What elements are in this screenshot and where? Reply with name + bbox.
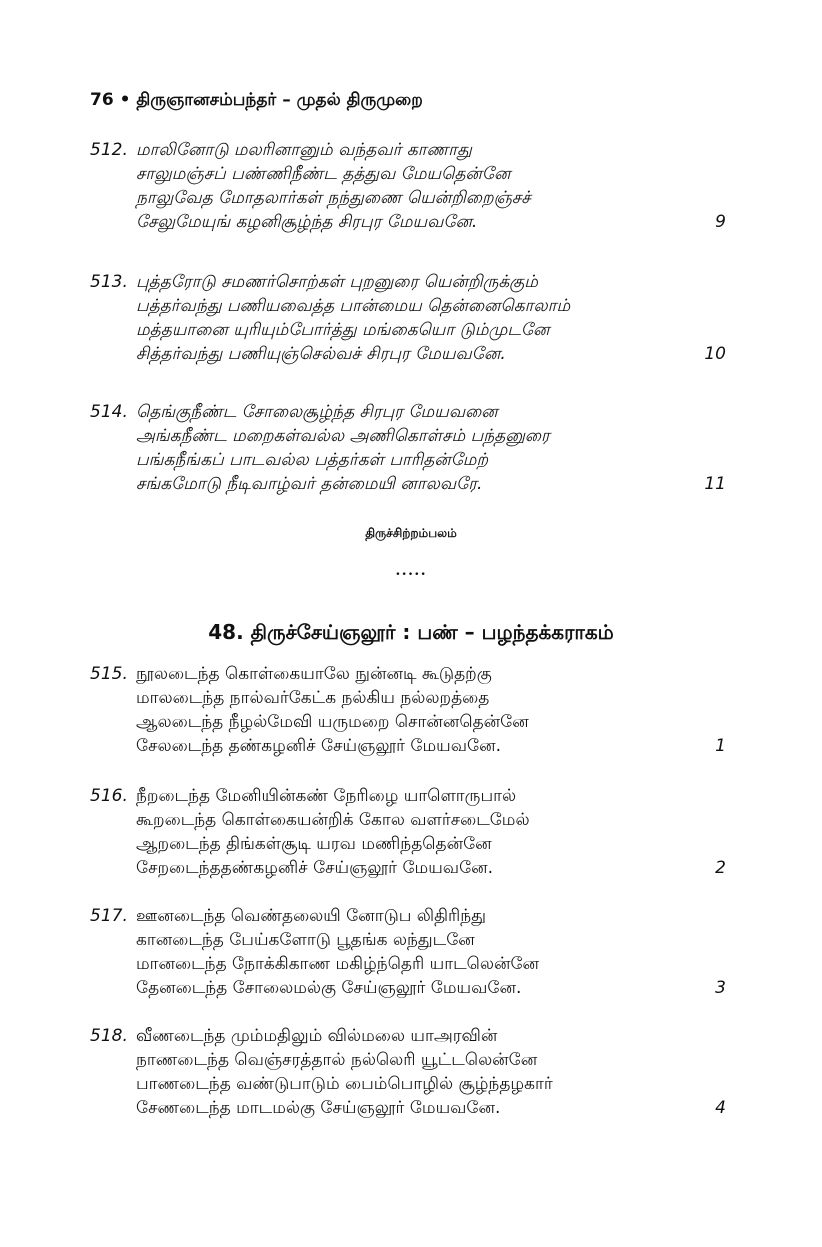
verse-number: 518. <box>90 1026 128 1046</box>
line-text: தேனடைந்த சோலைமல்கு சேய்ஞலூர் மேயவனே. <box>136 978 522 998</box>
verse-line <box>90 808 740 832</box>
verse-line <box>90 318 740 342</box>
verse-516 <box>90 784 740 880</box>
verse-514 <box>90 400 740 496</box>
verse-line <box>90 472 740 496</box>
section-heading: 48. திருச்சேய்ஞலூர் : பண் – பழந்தக்கராகம் <box>208 620 614 644</box>
stanza-number: 2 <box>715 858 726 878</box>
verse-line <box>90 952 740 976</box>
line-text: ஊனடைந்த வெண்தலையி னோடுப லிதிரிந்து <box>136 906 486 926</box>
verse-line <box>90 832 740 856</box>
line-text: ஆறடைந்த திங்கள்சூடி யரவ மணிந்ததென்னே <box>136 834 492 854</box>
line-text: சாலுமஞ்சப் பண்ணிநீண்ட தத்துவ மேயதென்னே <box>136 164 511 184</box>
stanza-number: 1 <box>715 736 726 756</box>
line-text: மாலினோடு மலரினானும் வந்தவர் காணாது <box>136 140 472 160</box>
verse-517 <box>90 904 740 1000</box>
verse-line <box>90 1048 740 1072</box>
verse-512 <box>90 138 740 234</box>
verse-line <box>90 424 740 448</box>
line-text: சேறடைந்ததண்கழனிச் சேய்ஞலூர் மேயவனே. <box>136 858 494 878</box>
verse-line <box>90 662 740 686</box>
verse-line <box>90 686 740 710</box>
line-text: நூலடைந்த கொள்கையாலே நுன்னடி கூடுதற்கு <box>136 664 492 684</box>
line-text: பங்கநீங்கப் பாடவல்ல பத்தர்கள் பாரிதன்மேற் <box>136 450 489 470</box>
verse-number: 517. <box>90 906 128 926</box>
verse-line <box>90 342 740 366</box>
line-text: நீறடைந்த மேனியின்கண் நேரிழை யாளொருபால் <box>136 786 517 806</box>
line-text: சங்கமோடு நீடிவாழ்வர் தன்மையி னாலவரே. <box>136 474 483 494</box>
stanza-number: 11 <box>704 474 726 494</box>
verse-line <box>90 928 740 952</box>
verse-518 <box>90 1024 740 1120</box>
verse-number: 512. <box>90 140 128 160</box>
line-text: சேலுமேயுங் கழனிசூழ்ந்த சிரபுர மேயவனே. <box>136 212 478 232</box>
line-text: கூறடைந்த கொள்கையன்றிக் கோல வளர்சடைமேல் <box>136 810 530 830</box>
line-text: மத்தயானை யுரியும்போர்த்து மங்கையொ டும்முடனே <box>136 320 550 340</box>
verse-number: 515. <box>90 664 128 684</box>
line-text: கானடைந்த பேய்களோடு பூதங்க லந்துடனே <box>136 930 475 950</box>
stanza-number: 9 <box>715 212 726 232</box>
verse-line <box>90 1072 740 1096</box>
line-text: சேணடைந்த மாடமல்கு சேய்ஞலூர் மேயவனே. <box>136 1098 501 1118</box>
verse-line <box>90 856 740 880</box>
verse-line <box>90 186 740 210</box>
stanza-number: 4 <box>715 1098 726 1118</box>
verse-line <box>90 1024 740 1048</box>
verse-line <box>90 710 740 734</box>
line-text: மானடைந்த நோக்கிகாண மகிழ்ந்தெரி யாடலென்னே <box>136 954 540 974</box>
running-head: 76 • திருஞானசம்பந்தர் – முதல் திருமுறை <box>90 90 423 110</box>
verse-line <box>90 138 740 162</box>
verse-number: 516. <box>90 786 128 806</box>
line-text: வீணடைந்த மும்மதிலும் வில்மலை யாஅரவின் <box>136 1026 498 1046</box>
stanza-number: 3 <box>715 978 726 998</box>
line-text: புத்தரோடு சமணர்சொற்கள் புறனுரை யென்றிருக்கும் <box>136 272 538 292</box>
line-text: மாலடைந்த நால்வர்கேட்க நல்கிய நல்லறத்தை <box>136 688 490 708</box>
verse-line <box>90 400 740 424</box>
line-text: ஆலடைந்த நீழல்மேவி யருமறை சொன்னதென்னே <box>136 712 529 732</box>
verse-line <box>90 210 740 234</box>
verse-line <box>90 294 740 318</box>
verse-line <box>90 1096 740 1120</box>
stanza-number: 10 <box>704 344 726 364</box>
verse-line <box>90 976 740 1000</box>
verse-line <box>90 734 740 758</box>
line-text: சேலடைந்த தண்கழனிச் சேய்ஞலூர் மேயவனே. <box>136 736 501 756</box>
verse-line <box>90 784 740 808</box>
line-text: சித்தர்வந்து பணியுஞ்செல்வச் சிரபுர மேயவனே. <box>136 344 506 364</box>
verse-line <box>90 270 740 294</box>
verse-513 <box>90 270 740 366</box>
line-text: தெங்குநீண்ட சோலைசூழ்ந்த சிரபுர மேயவனை <box>136 402 498 422</box>
verse-number: 513. <box>90 272 128 292</box>
verse-line <box>90 162 740 186</box>
verse-number: 514. <box>90 402 128 422</box>
line-text: நாணடைந்த வெஞ்சரத்தால் நல்லெரி யூட்டலென்னே <box>136 1050 538 1070</box>
separator-stars: ••••• <box>395 570 427 580</box>
colophon: திருச்சிற்றம்பலம் <box>365 526 457 540</box>
verse-line <box>90 448 740 472</box>
line-text: அங்கநீண்ட மறைகள்வல்ல அணிகொள்சம் பந்தனுரை <box>136 426 550 446</box>
line-text: பத்தர்வந்து பணியவைத்த பான்மைய தென்னைகொலாம் <box>136 296 571 316</box>
verse-515 <box>90 662 740 758</box>
line-text: நாலுவேத மோதலார்கள் நந்துணை யென்றிறைஞ்சச் <box>136 188 531 208</box>
line-text: பாணடைந்த வண்டுபாடும் பைம்பொழில் சூழ்ந்தழகார் <box>136 1074 553 1094</box>
verse-line <box>90 904 740 928</box>
